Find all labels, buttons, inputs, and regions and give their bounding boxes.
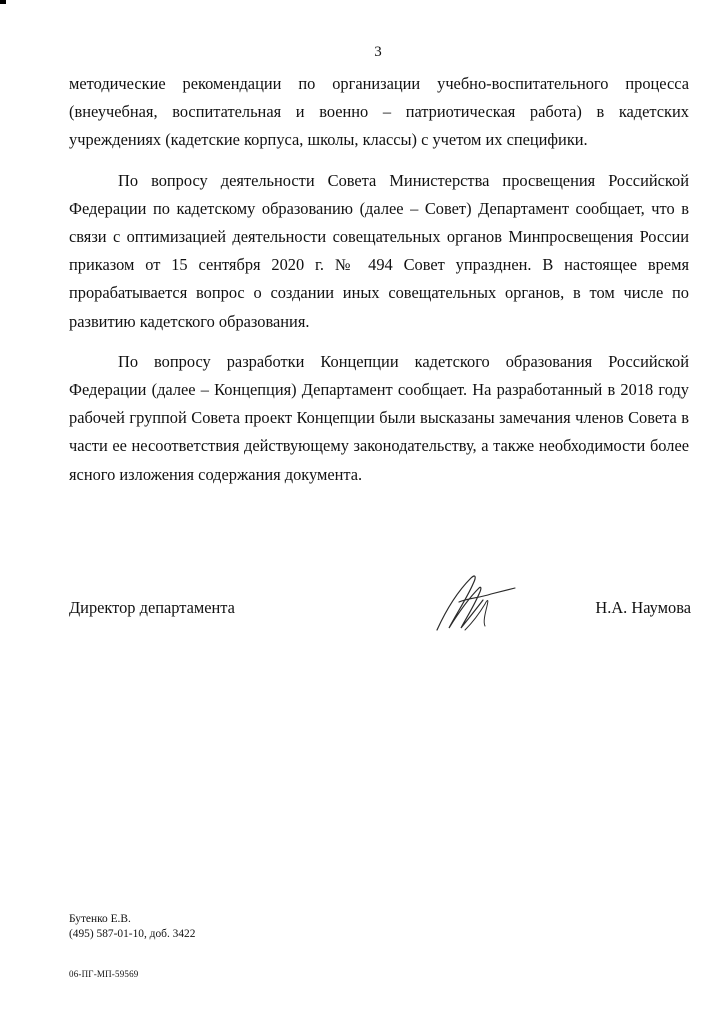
- scan-corner-mark: [0, 0, 6, 4]
- page-number: 3: [374, 44, 382, 60]
- signature-block: [69, 598, 691, 628]
- letter-body: [69, 70, 689, 501]
- signatory-name: Н.А. Наумова: [595, 598, 691, 617]
- paragraph-council: По вопросу деятельности Совета Министерства просвещения Российской Федерации по кадетскому образованию (далее – Совет) Департамент сообщает, что в связи с оптимизацией деятельности совещательных органов Минпросвещения России приказом от 15 сентября 2020 г. № 494 Совет упразднен. В настоящее время прорабатывается вопрос о создании иных совещательных органов, в том числе по развитию кадетского образования.: [69, 170, 689, 331]
- executor-name: Бутенко Е.В.: [69, 913, 131, 925]
- executor-phone: (495) 587-01-10, доб. 3422: [69, 927, 196, 940]
- paragraph-concept: По вопросу разработки Концепции кадетского образования Российской Федерации (далее – Концепция) Департамент сообщает. На разработанный в 2018 году рабочей группой Совета проект Концепции были высказаны замечания членов Совета в части ее несоответствия действующему законодательству, а также необходимости более ясного изложения содержания документа.: [69, 351, 689, 484]
- paragraph-continuation: методические рекомендации по организации учебно-воспитательного процесса (внеучебная, воспитательная и военно – патриотическая работа) в кадетских учреждениях (кадетские корпуса, школы, классы) с учетом их специфики.: [69, 74, 689, 150]
- executor-info: [69, 912, 195, 941]
- signatory-title: Директор департамента: [69, 598, 235, 617]
- handwritten-signature: [429, 568, 519, 636]
- document-code: 06-ПГ-МП-59569: [69, 969, 139, 979]
